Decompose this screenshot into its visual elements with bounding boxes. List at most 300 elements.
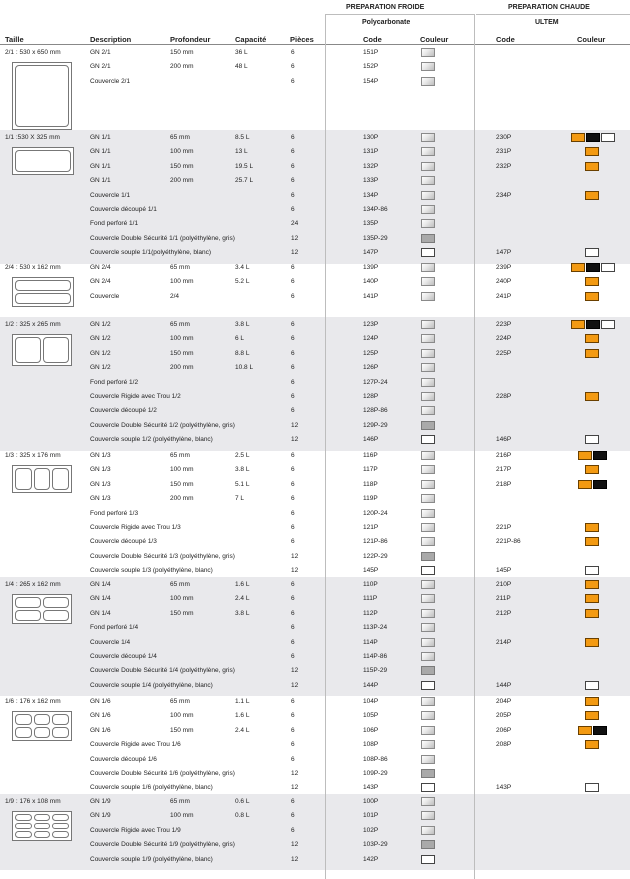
row-code-cold: 151P bbox=[363, 49, 379, 56]
hot-color-swatch bbox=[585, 248, 599, 257]
gastronorm-pan-icon bbox=[12, 62, 72, 130]
cold-color-swatch bbox=[421, 378, 435, 387]
row-code-cold: 102P bbox=[363, 826, 379, 834]
row-code-hot: 214P bbox=[496, 638, 512, 646]
cold-color-swatch bbox=[421, 855, 435, 864]
pan-compartment bbox=[52, 831, 69, 838]
row-code-cold: 101P bbox=[363, 812, 379, 820]
pan-compartment bbox=[15, 597, 41, 608]
row-depth: 65 mm bbox=[170, 798, 190, 805]
row-code-cold: 100P bbox=[363, 798, 379, 805]
hot-color-swatch bbox=[585, 740, 599, 749]
pan-compartment bbox=[15, 610, 41, 621]
row-description: Couvercle souple 1/9 (polyéthylène, blanc) bbox=[90, 855, 213, 863]
row-code-hot: 205P bbox=[496, 712, 512, 720]
row-pieces: 12 bbox=[291, 249, 299, 257]
cold-color-swatch bbox=[421, 277, 435, 286]
row-code-cold: 134P-86 bbox=[363, 206, 388, 213]
cold-color-swatch bbox=[421, 755, 435, 764]
row-pieces: 24 bbox=[291, 220, 299, 228]
row-description: Fond perforé 1/1 bbox=[90, 220, 139, 228]
row-pieces: 6 bbox=[291, 162, 295, 170]
row-pieces: 6 bbox=[291, 480, 295, 488]
cold-color-swatch bbox=[421, 219, 435, 228]
row-code-hot: 225P bbox=[496, 349, 512, 357]
gastronorm-pan-icon bbox=[12, 811, 72, 841]
row-depth: 100 mm bbox=[170, 148, 194, 156]
row-description: Couvercle découpé 1/2 bbox=[90, 407, 157, 415]
row-description: Couvercle Rigide avec Trou 1/2 bbox=[90, 393, 181, 400]
row-code-hot: 144P bbox=[496, 681, 512, 689]
col-profondeur: Profondeur bbox=[170, 35, 211, 44]
row-code-cold: 121P bbox=[363, 524, 379, 531]
row-description: GN 2/4 bbox=[90, 264, 111, 271]
pan-compartment bbox=[43, 610, 69, 621]
row-code-cold: 135P bbox=[363, 220, 379, 228]
row-code-cold: 134P bbox=[363, 191, 379, 199]
row-depth: 65 mm bbox=[170, 134, 190, 141]
row-description: GN 1/6 bbox=[90, 698, 111, 705]
row-capacity: 48 L bbox=[235, 63, 248, 71]
row-description: Couvercle Rigide avec Trou 1/6 bbox=[90, 741, 181, 749]
row-code-cold: 106P bbox=[363, 726, 379, 734]
row-code-hot: 218P bbox=[496, 480, 512, 488]
pan-compartment bbox=[43, 337, 69, 363]
hot-color-swatch bbox=[586, 263, 600, 272]
gastronorm-pan-icon bbox=[12, 334, 72, 366]
col-description: Description bbox=[90, 35, 132, 44]
row-pieces: 6 bbox=[291, 335, 295, 343]
row-capacity: 0.6 L bbox=[235, 798, 250, 805]
row-code-hot: 216P bbox=[496, 452, 512, 459]
row-code-hot: 240P bbox=[496, 278, 512, 286]
row-code-hot: 221P-86 bbox=[496, 538, 521, 546]
cold-color-swatch bbox=[421, 740, 435, 749]
row-code-cold: 142P bbox=[363, 855, 379, 863]
row-pieces: 6 bbox=[291, 191, 295, 199]
row-description: Couvercle Double Sécurité 1/9 (polyéthylène, gris) bbox=[90, 841, 235, 849]
row-pieces: 12 bbox=[291, 567, 299, 575]
hot-color-swatch bbox=[585, 392, 599, 401]
section-size-label: 1/4 : 265 x 162 mm bbox=[5, 581, 61, 588]
row-capacity: 5.1 L bbox=[235, 480, 250, 488]
hot-color-swatch bbox=[585, 681, 599, 690]
row-description: Couvercle Double Sécurité 1/3 (polyéthylène, gris) bbox=[90, 552, 235, 560]
row-code-cold: 111P bbox=[363, 595, 378, 603]
pan-compartment bbox=[34, 831, 51, 838]
row-code-cold: 139P bbox=[363, 264, 379, 271]
row-pieces: 12 bbox=[291, 855, 299, 863]
hot-color-swatch bbox=[585, 191, 599, 200]
row-pieces: 6 bbox=[291, 148, 295, 156]
row-code-hot: 224P bbox=[496, 335, 512, 343]
row-description: GN 1/4 bbox=[90, 595, 111, 603]
gastronorm-pan-icon bbox=[12, 147, 74, 175]
row-capacity: 2.4 L bbox=[235, 726, 250, 734]
row-code-cold: 123P bbox=[363, 321, 379, 328]
cold-color-swatch bbox=[421, 826, 435, 835]
cold-color-swatch bbox=[421, 537, 435, 546]
pan-compartment bbox=[15, 727, 32, 738]
hot-color-swatch bbox=[585, 523, 599, 532]
pan-compartment bbox=[34, 727, 51, 738]
row-code-hot: 232P bbox=[496, 162, 512, 170]
row-code-cold: 135P-29 bbox=[363, 234, 388, 242]
row-description: Couvercle Double Sécurité 1/4 (polyéthylène, gris) bbox=[90, 667, 235, 675]
pan-compartment bbox=[52, 468, 69, 490]
row-depth: 150 mm bbox=[170, 49, 194, 56]
hot-color-swatch bbox=[585, 292, 599, 301]
row-code-cold: 128P-86 bbox=[363, 407, 388, 415]
row-pieces: 6 bbox=[291, 278, 295, 286]
row-description: GN 2/1 bbox=[90, 63, 111, 71]
cold-color-swatch bbox=[421, 523, 435, 532]
cold-color-swatch bbox=[421, 191, 435, 200]
hot-color-swatch bbox=[601, 133, 615, 142]
row-code-cold: 103P-29 bbox=[363, 841, 388, 849]
hot-color-swatch bbox=[585, 537, 599, 546]
row-capacity: 0.8 L bbox=[235, 812, 250, 820]
row-capacity: 8.8 L bbox=[235, 349, 250, 357]
pan-compartment bbox=[34, 468, 51, 490]
row-description: Couvercle Double Sécurité 1/2 (polyéthylène, gris) bbox=[90, 421, 235, 429]
row-capacity: 5.2 L bbox=[235, 278, 250, 286]
cold-color-swatch bbox=[421, 292, 435, 301]
pan-compartment bbox=[43, 597, 69, 608]
row-pieces: 6 bbox=[291, 321, 295, 328]
row-capacity: 2.5 L bbox=[235, 452, 250, 459]
pan-compartment bbox=[15, 468, 32, 490]
row-capacity: 1.6 L bbox=[235, 712, 250, 720]
row-pieces: 6 bbox=[291, 698, 295, 705]
row-depth: 100 mm bbox=[170, 812, 194, 820]
section-size-label: 1/3 : 325 x 176 mm bbox=[5, 452, 61, 459]
row-depth: 65 mm bbox=[170, 452, 190, 459]
row-capacity: 25.7 L bbox=[235, 177, 254, 185]
row-pieces: 6 bbox=[291, 466, 295, 474]
row-capacity: 3.8 L bbox=[235, 321, 250, 328]
pan-compartment bbox=[52, 714, 69, 725]
row-description: Couvercle 1/1 bbox=[90, 191, 131, 199]
row-code-hot: 145P bbox=[496, 567, 512, 575]
row-description: GN 1/3 bbox=[90, 466, 111, 474]
row-depth: 65 mm bbox=[170, 698, 190, 705]
row-description: GN 1/9 bbox=[90, 798, 111, 805]
hot-material: ULTEM bbox=[535, 19, 559, 26]
cold-color-swatch bbox=[421, 681, 435, 690]
pan-compartment bbox=[15, 150, 71, 172]
row-depth: 150 mm bbox=[170, 349, 194, 357]
row-capacity: 13 L bbox=[235, 148, 248, 156]
row-code-cold: 118P bbox=[363, 480, 378, 488]
row-pieces: 6 bbox=[291, 638, 295, 646]
row-pieces: 6 bbox=[291, 349, 295, 357]
section-size-label: 1/1 :530 X 325 mm bbox=[5, 134, 60, 141]
row-code-cold: 117P bbox=[363, 466, 378, 474]
cold-color-swatch bbox=[421, 711, 435, 720]
row-description: GN 1/3 bbox=[90, 480, 111, 488]
col-couleur-cold: Couleur bbox=[420, 35, 449, 44]
hot-color-swatch bbox=[585, 334, 599, 343]
cold-color-swatch bbox=[421, 811, 435, 820]
row-code-cold: 127P-24 bbox=[363, 378, 388, 386]
row-code-cold: 114P-86 bbox=[363, 653, 388, 660]
row-code-hot: 228P bbox=[496, 393, 512, 400]
row-pieces: 12 bbox=[291, 234, 299, 242]
row-code-cold: 141P bbox=[363, 292, 379, 300]
row-code-cold: 120P-24 bbox=[363, 509, 388, 517]
section-size-label: 1/2 : 325 x 265 mm bbox=[5, 321, 61, 328]
hot-color-swatch bbox=[585, 566, 599, 575]
col-taille: Taille bbox=[5, 35, 24, 44]
pan-compartment bbox=[15, 831, 32, 838]
cold-header-rule bbox=[326, 14, 474, 15]
hot-color-swatch bbox=[586, 133, 600, 142]
hot-color-swatch bbox=[593, 726, 607, 735]
row-description: Couvercle souple 1/1(polyéthylène, blanc) bbox=[90, 249, 212, 257]
row-depth: 200 mm bbox=[170, 364, 194, 372]
hot-divider bbox=[474, 14, 475, 879]
row-capacity: 36 L bbox=[235, 49, 248, 56]
row-code-cold: 126P bbox=[363, 364, 379, 372]
row-code-cold: 121P-86 bbox=[363, 538, 388, 546]
row-description: Couvercle découpé 1/3 bbox=[90, 538, 157, 546]
row-code-cold: 131P bbox=[363, 148, 379, 156]
row-code-cold: 145P bbox=[363, 567, 379, 575]
row-pieces: 6 bbox=[291, 609, 295, 617]
hot-color-swatch bbox=[585, 162, 599, 171]
row-capacity: 6 L bbox=[235, 335, 245, 343]
row-code-cold: 119P bbox=[363, 495, 378, 503]
row-code-hot: 212P bbox=[496, 609, 512, 617]
gastronorm-pan-icon bbox=[12, 711, 72, 741]
row-description: GN 1/1 bbox=[90, 134, 111, 141]
row-pieces: 6 bbox=[291, 134, 295, 141]
cold-prep-title: PREPARATION FROIDE bbox=[346, 4, 425, 11]
row-pieces: 6 bbox=[291, 826, 295, 834]
cold-color-swatch bbox=[421, 205, 435, 214]
row-description: GN 1/2 bbox=[90, 321, 111, 328]
hot-color-swatch bbox=[585, 697, 599, 706]
row-pieces: 6 bbox=[291, 798, 295, 805]
cold-color-swatch bbox=[421, 783, 435, 792]
row-description: Couvercle 2/1 bbox=[90, 77, 131, 85]
cold-color-swatch bbox=[421, 248, 435, 257]
row-pieces: 12 bbox=[291, 784, 299, 792]
row-code-hot: 221P bbox=[496, 524, 512, 531]
row-capacity: 3.8 L bbox=[235, 466, 250, 474]
cold-color-swatch bbox=[421, 421, 435, 430]
row-code-cold: 140P bbox=[363, 278, 379, 286]
row-code-cold: 128P bbox=[363, 393, 379, 400]
row-capacity: 2.4 L bbox=[235, 595, 250, 603]
row-code-hot: 146P bbox=[496, 436, 512, 444]
row-code-hot: 143P bbox=[496, 784, 512, 792]
row-description: Couvercle découpé 1/1 bbox=[90, 206, 157, 213]
row-code-cold: 114P bbox=[363, 638, 378, 646]
row-pieces: 12 bbox=[291, 436, 299, 444]
row-pieces: 12 bbox=[291, 421, 299, 429]
row-pieces: 6 bbox=[291, 177, 295, 185]
row-description: GN 1/3 bbox=[90, 495, 111, 503]
row-capacity: 1.1 L bbox=[235, 698, 250, 705]
hot-prep-title: PREPARATION CHAUDE bbox=[508, 4, 590, 11]
row-description: Couvercle découpé 1/6 bbox=[90, 755, 157, 763]
cold-divider bbox=[325, 14, 326, 879]
hot-color-swatch bbox=[585, 580, 599, 589]
row-depth: 65 mm bbox=[170, 581, 190, 588]
cold-color-swatch bbox=[421, 797, 435, 806]
cold-color-swatch bbox=[421, 77, 435, 86]
cold-color-swatch bbox=[421, 652, 435, 661]
col-code-cold: Code bbox=[363, 35, 382, 44]
row-code-cold: 124P bbox=[363, 335, 379, 343]
row-code-cold: 108P-86 bbox=[363, 755, 388, 763]
cold-color-swatch bbox=[421, 334, 435, 343]
header-rule bbox=[0, 44, 630, 45]
row-description: Couvercle Double Sécurité 1/1 (polyéthylène, gris) bbox=[90, 234, 235, 242]
row-pieces: 6 bbox=[291, 364, 295, 372]
cold-color-swatch bbox=[421, 62, 435, 71]
cold-color-swatch bbox=[421, 666, 435, 675]
row-code-cold: 115P-29 bbox=[363, 667, 388, 675]
hot-color-swatch bbox=[585, 147, 599, 156]
row-code-cold: 130P bbox=[363, 134, 379, 141]
row-capacity: 3.8 L bbox=[235, 609, 250, 617]
hot-color-swatch bbox=[585, 465, 599, 474]
row-code-hot: 234P bbox=[496, 191, 512, 199]
pan-compartment bbox=[34, 814, 51, 821]
row-depth: 200 mm bbox=[170, 495, 194, 503]
cold-color-swatch bbox=[421, 234, 435, 243]
row-description: GN 1/6 bbox=[90, 726, 111, 734]
row-code-cold: 113P-24 bbox=[363, 624, 388, 632]
cold-color-swatch bbox=[421, 594, 435, 603]
hot-color-swatch bbox=[578, 726, 592, 735]
cold-color-swatch bbox=[421, 480, 435, 489]
row-depth: 100 mm bbox=[170, 335, 194, 343]
row-description: GN 2/1 bbox=[90, 49, 111, 56]
row-pieces: 6 bbox=[291, 653, 295, 660]
pan-compartment bbox=[52, 727, 69, 738]
section-size-label: 1/9 : 176 x 108 mm bbox=[5, 798, 61, 805]
row-pieces: 6 bbox=[291, 755, 295, 763]
hot-color-swatch bbox=[585, 783, 599, 792]
row-pieces: 6 bbox=[291, 741, 295, 749]
cold-color-swatch bbox=[421, 133, 435, 142]
row-capacity: 10.8 L bbox=[235, 364, 254, 372]
row-depth: 100 mm bbox=[170, 595, 194, 603]
row-depth: 150 mm bbox=[170, 726, 194, 734]
row-description: GN 1/4 bbox=[90, 609, 111, 617]
row-capacity: 7 L bbox=[235, 495, 245, 503]
section-size-label: 2/1 : 530 x 650 mm bbox=[5, 49, 61, 56]
pan-compartment bbox=[15, 337, 41, 363]
cold-color-swatch bbox=[421, 509, 435, 518]
pan-compartment bbox=[15, 280, 71, 291]
cold-color-swatch bbox=[421, 451, 435, 460]
cold-color-swatch bbox=[421, 580, 435, 589]
pan-compartment bbox=[15, 814, 32, 821]
row-code-hot: 206P bbox=[496, 726, 512, 734]
row-code-hot: 204P bbox=[496, 698, 512, 705]
row-code-cold: 112P bbox=[363, 609, 378, 617]
section-size-label: 2/4 : 530 x 162 mm bbox=[5, 264, 61, 271]
cold-color-swatch bbox=[421, 494, 435, 503]
row-pieces: 6 bbox=[291, 393, 295, 400]
row-pieces: 6 bbox=[291, 77, 295, 85]
row-code-hot: 241P bbox=[496, 292, 512, 300]
row-code-cold: 108P bbox=[363, 741, 379, 749]
cold-color-swatch bbox=[421, 392, 435, 401]
hot-color-swatch bbox=[585, 594, 599, 603]
gastronorm-pan-icon bbox=[12, 465, 72, 493]
row-code-cold: 152P bbox=[363, 63, 379, 71]
row-code-hot: 208P bbox=[496, 741, 512, 749]
row-depth: 65 mm bbox=[170, 321, 190, 328]
row-description: Fond perforé 1/3 bbox=[90, 509, 139, 517]
pan-compartment bbox=[52, 814, 69, 821]
cold-color-swatch bbox=[421, 840, 435, 849]
row-depth: 100 mm bbox=[170, 466, 194, 474]
col-code-hot: Code bbox=[496, 35, 515, 44]
row-description: GN 1/1 bbox=[90, 177, 111, 185]
row-code-cold: 110P bbox=[363, 581, 378, 588]
row-description: Couvercle souple 1/3 (polyéthylène, blanc) bbox=[90, 567, 213, 575]
row-description: GN 1/6 bbox=[90, 712, 111, 720]
row-pieces: 6 bbox=[291, 712, 295, 720]
hot-color-swatch bbox=[585, 711, 599, 720]
row-code-cold: 147P bbox=[363, 249, 379, 257]
cold-color-swatch bbox=[421, 726, 435, 735]
hot-color-swatch bbox=[585, 349, 599, 358]
row-description: Couvercle souple 1/6 (polyéthylène, blanc) bbox=[90, 784, 213, 792]
cold-color-swatch bbox=[421, 363, 435, 372]
row-depth: 150 mm bbox=[170, 162, 194, 170]
row-pieces: 6 bbox=[291, 264, 295, 271]
row-code-hot: 147P bbox=[496, 249, 512, 257]
row-description: GN 2/4 bbox=[90, 278, 111, 286]
row-code-hot: 210P bbox=[496, 581, 512, 588]
row-pieces: 6 bbox=[291, 206, 295, 213]
row-description: GN 1/9 bbox=[90, 812, 111, 820]
cold-color-swatch bbox=[421, 435, 435, 444]
pan-compartment bbox=[52, 823, 69, 830]
cold-color-swatch bbox=[421, 769, 435, 778]
cold-color-swatch bbox=[421, 320, 435, 329]
hot-header-rule bbox=[476, 14, 630, 15]
row-description: GN 1/1 bbox=[90, 162, 111, 170]
pan-compartment bbox=[34, 714, 51, 725]
pan-compartment bbox=[34, 823, 51, 830]
row-description: Couvercle souple 1/4 (polyéthylène, blanc) bbox=[90, 681, 213, 689]
row-pieces: 6 bbox=[291, 63, 295, 71]
row-depth: 100 mm bbox=[170, 712, 194, 720]
row-description: Couvercle Rigide avec Trou 1/3 bbox=[90, 524, 181, 531]
cold-color-swatch bbox=[421, 465, 435, 474]
row-pieces: 12 bbox=[291, 552, 299, 560]
cold-color-swatch bbox=[421, 552, 435, 561]
cold-color-swatch bbox=[421, 638, 435, 647]
row-description: GN 1/2 bbox=[90, 335, 111, 343]
row-code-cold: 154P bbox=[363, 77, 379, 85]
hot-color-swatch bbox=[585, 609, 599, 618]
row-code-cold: 146P bbox=[363, 436, 379, 444]
row-code-hot: 231P bbox=[496, 148, 512, 156]
row-code-cold: 105P bbox=[363, 712, 379, 720]
hot-color-swatch bbox=[585, 277, 599, 286]
hot-color-swatch bbox=[578, 451, 592, 460]
